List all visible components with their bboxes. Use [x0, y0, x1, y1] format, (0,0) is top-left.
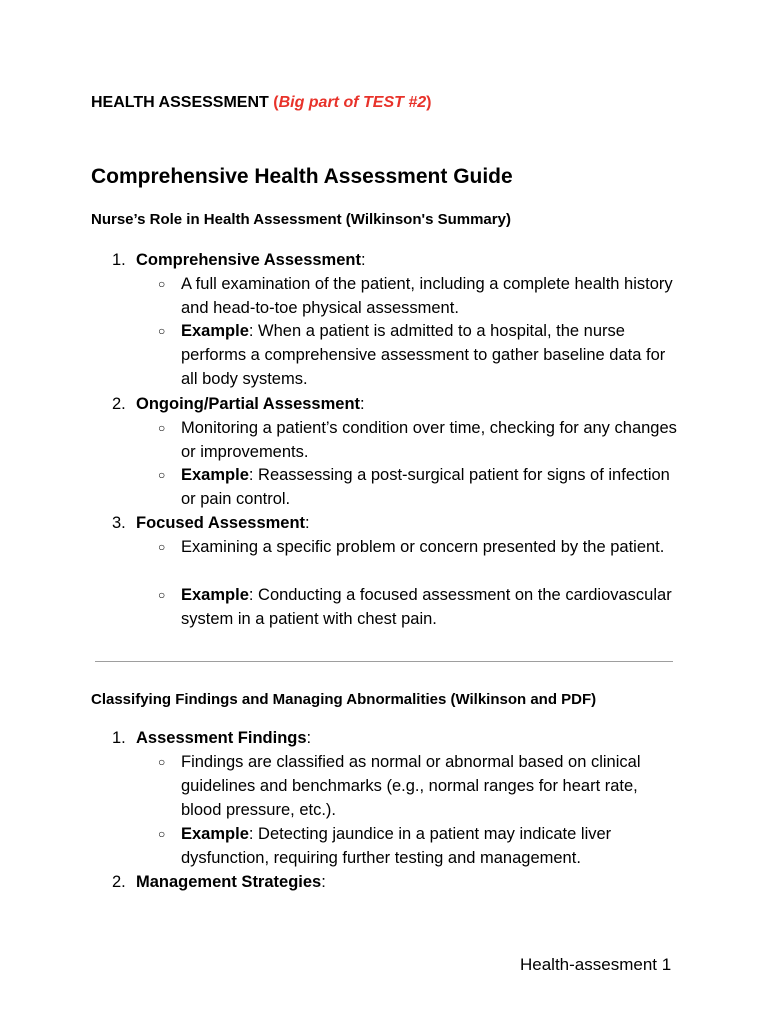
header-prefix: HEALTH ASSESSMENT — [91, 94, 274, 111]
bullet-icon: ○ — [158, 421, 166, 435]
header-emphasis: Big part of TEST #2 — [278, 94, 427, 111]
list-item-label: Focused Assessment — [136, 514, 306, 532]
list-item-label: Management Strategies — [136, 873, 322, 891]
bullet-icon: ○ — [158, 827, 166, 841]
header-paren-close: ) — [426, 94, 432, 111]
bullet-icon: ○ — [158, 277, 166, 291]
list-item-suffix: : — [321, 873, 326, 891]
list-item-management — [112, 873, 326, 892]
bullet-text: : Detecting jaundice in a patient may indicate liver dysfunction, requiring further testing and management. — [181, 825, 612, 867]
list-bullet — [158, 750, 678, 822]
list-bullet — [158, 319, 678, 391]
bullet-icon: ○ — [158, 755, 166, 769]
bullet-icon: ○ — [158, 468, 166, 482]
section-heading-classifying: Classifying Findings and Managing Abnormalities (Wilkinson and PDF) — [91, 691, 597, 708]
header-paren-open: ( — [273, 94, 279, 111]
list-bullet — [158, 822, 678, 870]
list-bullet — [158, 583, 678, 631]
list-number: 2. — [112, 873, 126, 891]
list-item-suffix: : — [306, 729, 312, 747]
list-item-findings — [112, 729, 311, 748]
bullet-text: Examining a specific problem or concern presented by the patient. — [181, 538, 665, 556]
section-heading-nurse-role: Nurse’s Role in Health Assessment (Wilkinson's Summary) — [91, 211, 511, 228]
bullet-text: A full examination of the patient, including a complete health history and head-to-toe physical assessment. — [181, 275, 673, 317]
bullet-bold: Example — [181, 466, 249, 484]
list-item-ongoing — [112, 395, 365, 414]
list-item-label: Comprehensive Assessment — [136, 251, 361, 269]
page-title: Comprehensive Health Assessment Guide — [91, 165, 513, 188]
bullet-text: : When a patient is admitted to a hospital, the nurse performs a comprehensive assessment to gather baseline data for all body systems. — [181, 322, 666, 388]
list-number: 3. — [112, 514, 126, 532]
document-header — [91, 94, 431, 112]
list-item-focused — [112, 514, 310, 533]
list-bullet — [158, 463, 678, 511]
bullet-bold: Example — [181, 586, 249, 604]
horizontal-divider — [95, 661, 673, 662]
list-number: 1. — [112, 729, 126, 747]
bullet-bold: Example — [181, 825, 249, 843]
bullet-text: Findings are classified as normal or abnormal based on clinical guidelines and benchmarks (e.g., normal ranges for heart rate, blood pressure, etc.). — [181, 753, 641, 819]
list-number: 2. — [112, 395, 126, 413]
list-item-suffix: : — [305, 514, 310, 532]
list-bullet — [158, 416, 678, 464]
list-item-suffix: : — [360, 251, 366, 269]
bullet-icon: ○ — [158, 588, 166, 602]
list-item-label: Assessment Findings — [136, 729, 307, 747]
list-bullet — [158, 535, 678, 559]
list-bullet — [158, 272, 678, 320]
bullet-icon: ○ — [158, 324, 166, 338]
bullet-text: Monitoring a patient’s condition over time, checking for any changes or improvements. — [181, 419, 677, 461]
bullet-icon: ○ — [158, 540, 166, 554]
list-item-comprehensive — [112, 251, 366, 270]
page-footer: Health-assesment 1 — [520, 955, 672, 974]
bullet-bold: Example — [181, 322, 249, 340]
list-item-label: Ongoing/Partial Assessment — [136, 395, 361, 413]
list-number: 1. — [112, 251, 126, 269]
bullet-text: : Conducting a focused assessment on the cardiovascular system in a patient with chest pain. — [181, 586, 672, 628]
bullet-text: : Reassessing a post-surgical patient for signs of infection or pain control. — [181, 466, 670, 508]
list-item-suffix: : — [360, 395, 365, 413]
